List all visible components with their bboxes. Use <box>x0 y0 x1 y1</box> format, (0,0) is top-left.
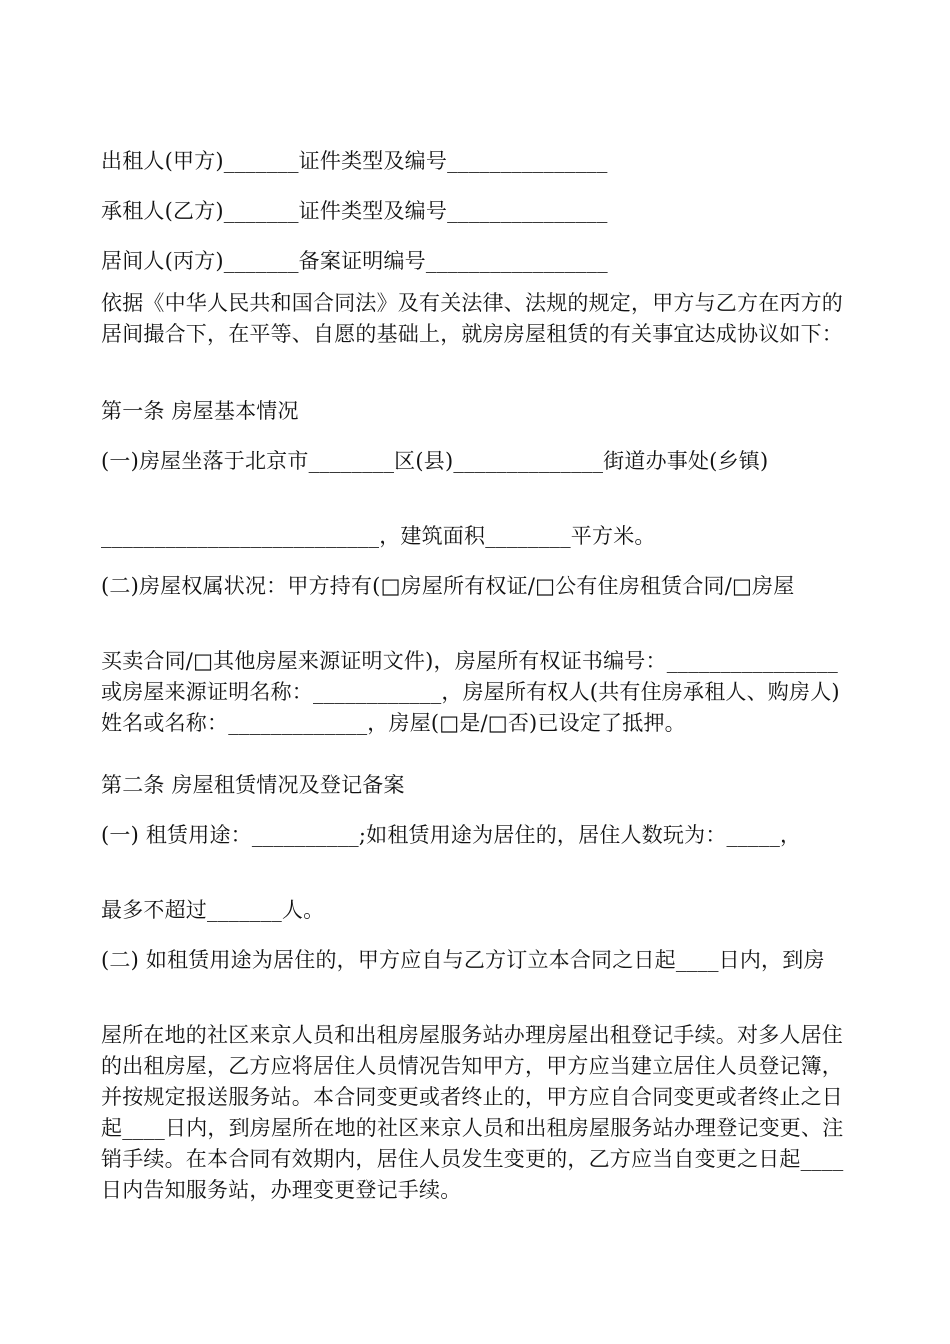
lessee-line: 承租人(乙方)_______证件类型及编号_______________ <box>101 199 608 223</box>
intermediary-line: 居间人(丙方)_______备案证明编号_________________ <box>101 249 608 273</box>
article-1-clause-1: (一)房屋坐落于北京市________区(县)______________街道办事处(乡镇) <box>101 449 769 473</box>
preamble-paragraph: 依据《中华人民共和国合同法》及有关法律、法规的规定，甲方与乙方在丙方的居间撮合下，在平等、自愿的基础上，就房房屋租赁的有关事宜达成协议如下： <box>101 291 843 346</box>
article-1-area-line: __________________________，建筑面积________平方米。 <box>101 524 656 548</box>
article-1-heading: 第一条 房屋基本情况 <box>101 399 299 423</box>
article-2-heading: 第二条 房屋租赁情况及登记备案 <box>101 773 405 797</box>
lessor-line: 出租人(甲方)_______证件类型及编号_______________ <box>101 149 608 173</box>
article-2-clause-2: (二) 如租赁用途为居住的，甲方应自与乙方订立本合同之日起____日内，到房 <box>101 948 825 972</box>
article-1-clause-2-continued: 买卖合同/□其他房屋来源证明文件)，房屋所有权证书编号：________________或房屋来源证明名称：____________，房屋所有权人(共有住房承租人、购房人)姓名或名称：_____________，房屋(□是/□否)已设定了抵押。 <box>101 649 840 735</box>
article-1-clause-2: (二)房屋权属状况：甲方持有(□房屋所有权证/□公有住房租赁合同/□房屋 <box>101 574 795 598</box>
article-2-clause-1: (一) 租赁用途：__________;如租赁用途为居住的，居住人数玩为：_____， <box>101 823 802 847</box>
article-2-clause-2-continued: 屋所在地的社区来京人员和出租房屋服务站办理房屋出租登记手续。对多人居住的出租房屋，乙方应将居住人员情况告知甲方，甲方应当建立居住人员登记簿，并按规定报送服务站。本合同变更或者终止的，甲方应自合同变更或者终止之日起____日内，到房屋所在地的社区来京人员和出租房屋服务站办理登记变更、注销手续。在本合同有效期内，居住人员发生变更的，乙方应当自变更之日起____日内告知服务站，办理变更登记手续。 <box>101 1023 844 1202</box>
article-2-clause-1-continued: 最多不超过_______人。 <box>101 898 325 922</box>
